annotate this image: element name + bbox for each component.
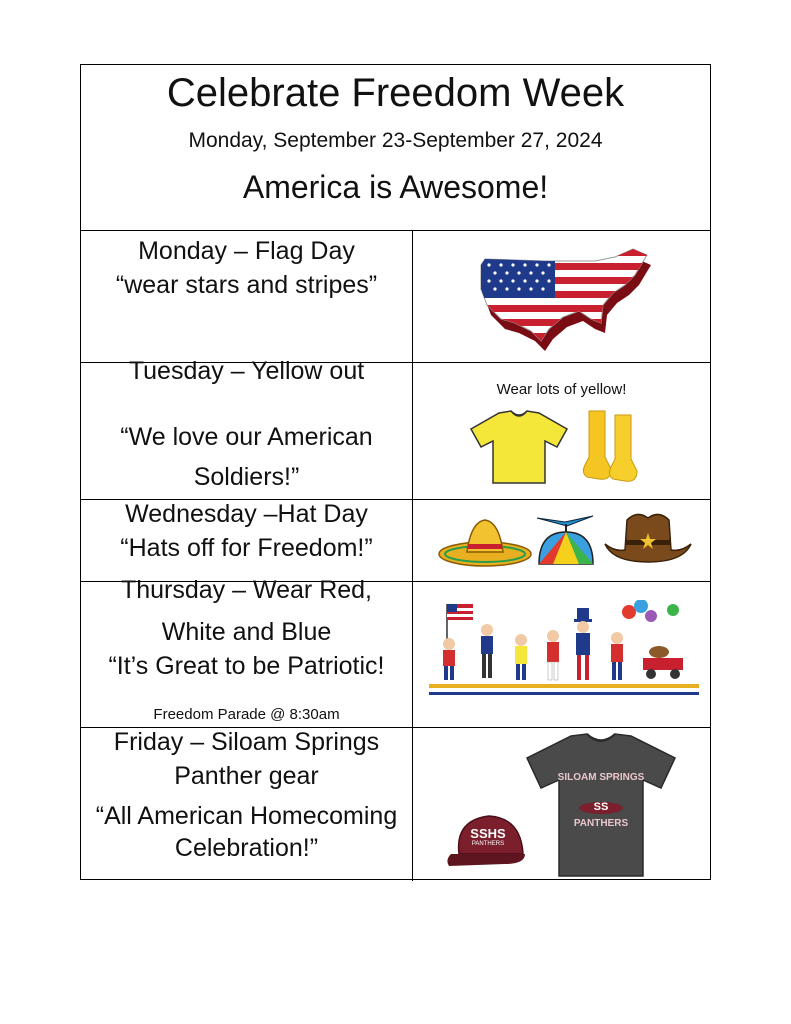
monday-theme: “wear stars and stripes” (115, 271, 378, 299)
shirt-subtext: PANTHERS (573, 818, 629, 829)
friday-gear: Panther gear (174, 762, 319, 790)
cap-subtext: PANTHERS (471, 841, 505, 847)
thursday-text (81, 576, 413, 727)
parade-note: Freedom Parade @ 8:30am (153, 706, 340, 723)
yellow-shirt-icon (469, 409, 569, 485)
thursday-colors: White and Blue (161, 618, 332, 646)
friday-text (81, 728, 413, 881)
cowboy-hat-icon (603, 510, 693, 570)
wednesday-theme: “Hats off for Freedom!” (120, 534, 373, 562)
monday-title: Monday – Flag Day (138, 237, 355, 265)
sombrero-icon (437, 518, 533, 570)
monday-text (81, 231, 413, 362)
wednesday-text (81, 500, 413, 581)
cap-text: SSHS (470, 826, 506, 841)
page-title: Celebrate Freedom Week (166, 71, 625, 115)
friday-theme-line2: Celebration!” (174, 834, 319, 862)
yellow-socks-icon (581, 409, 641, 485)
panthers-cap-icon (445, 810, 529, 872)
wednesday-image-cell (413, 500, 710, 581)
friday-image-cell (413, 728, 710, 881)
yellow-caption: Wear lots of yellow! (496, 381, 627, 398)
schedule-row-friday (81, 728, 710, 881)
friday-title: Friday – Siloam Springs (113, 728, 380, 756)
slogan: America is Awesome! (242, 169, 549, 205)
tuesday-image-cell (413, 363, 710, 499)
flyer-header (81, 65, 710, 231)
propeller-cap-icon (533, 512, 599, 570)
shirt-logo: SS (593, 801, 609, 813)
thursday-title: Thursday – Wear Red, (120, 576, 373, 604)
panthers-tshirt-icon (525, 732, 677, 878)
parade-icon (429, 600, 699, 700)
tuesday-theme-line1: “We love our American (120, 423, 373, 451)
usa-flag-map-icon (475, 245, 655, 359)
schedule-row-tuesday (81, 357, 710, 500)
tuesday-theme-line2: Soldiers!” (193, 463, 300, 491)
schedule-row-monday (81, 231, 710, 363)
thursday-image-cell (413, 582, 710, 727)
tuesday-text (81, 357, 413, 499)
thursday-theme: “It’s Great to be Patriotic! (108, 652, 385, 680)
monday-image-cell (413, 231, 710, 362)
date-range: Monday, September 23-September 27, 2024 (188, 129, 603, 152)
shirt-text: SILOAM SPRINGS (557, 772, 645, 783)
schedule-row-wednesday (81, 500, 710, 582)
friday-theme-line1: “All American Homecoming (95, 802, 398, 830)
freedom-week-flyer (80, 64, 711, 880)
wednesday-title: Wednesday –Hat Day (125, 500, 368, 528)
tuesday-title: Tuesday – Yellow out (128, 357, 365, 385)
schedule-row-thursday (81, 576, 710, 728)
